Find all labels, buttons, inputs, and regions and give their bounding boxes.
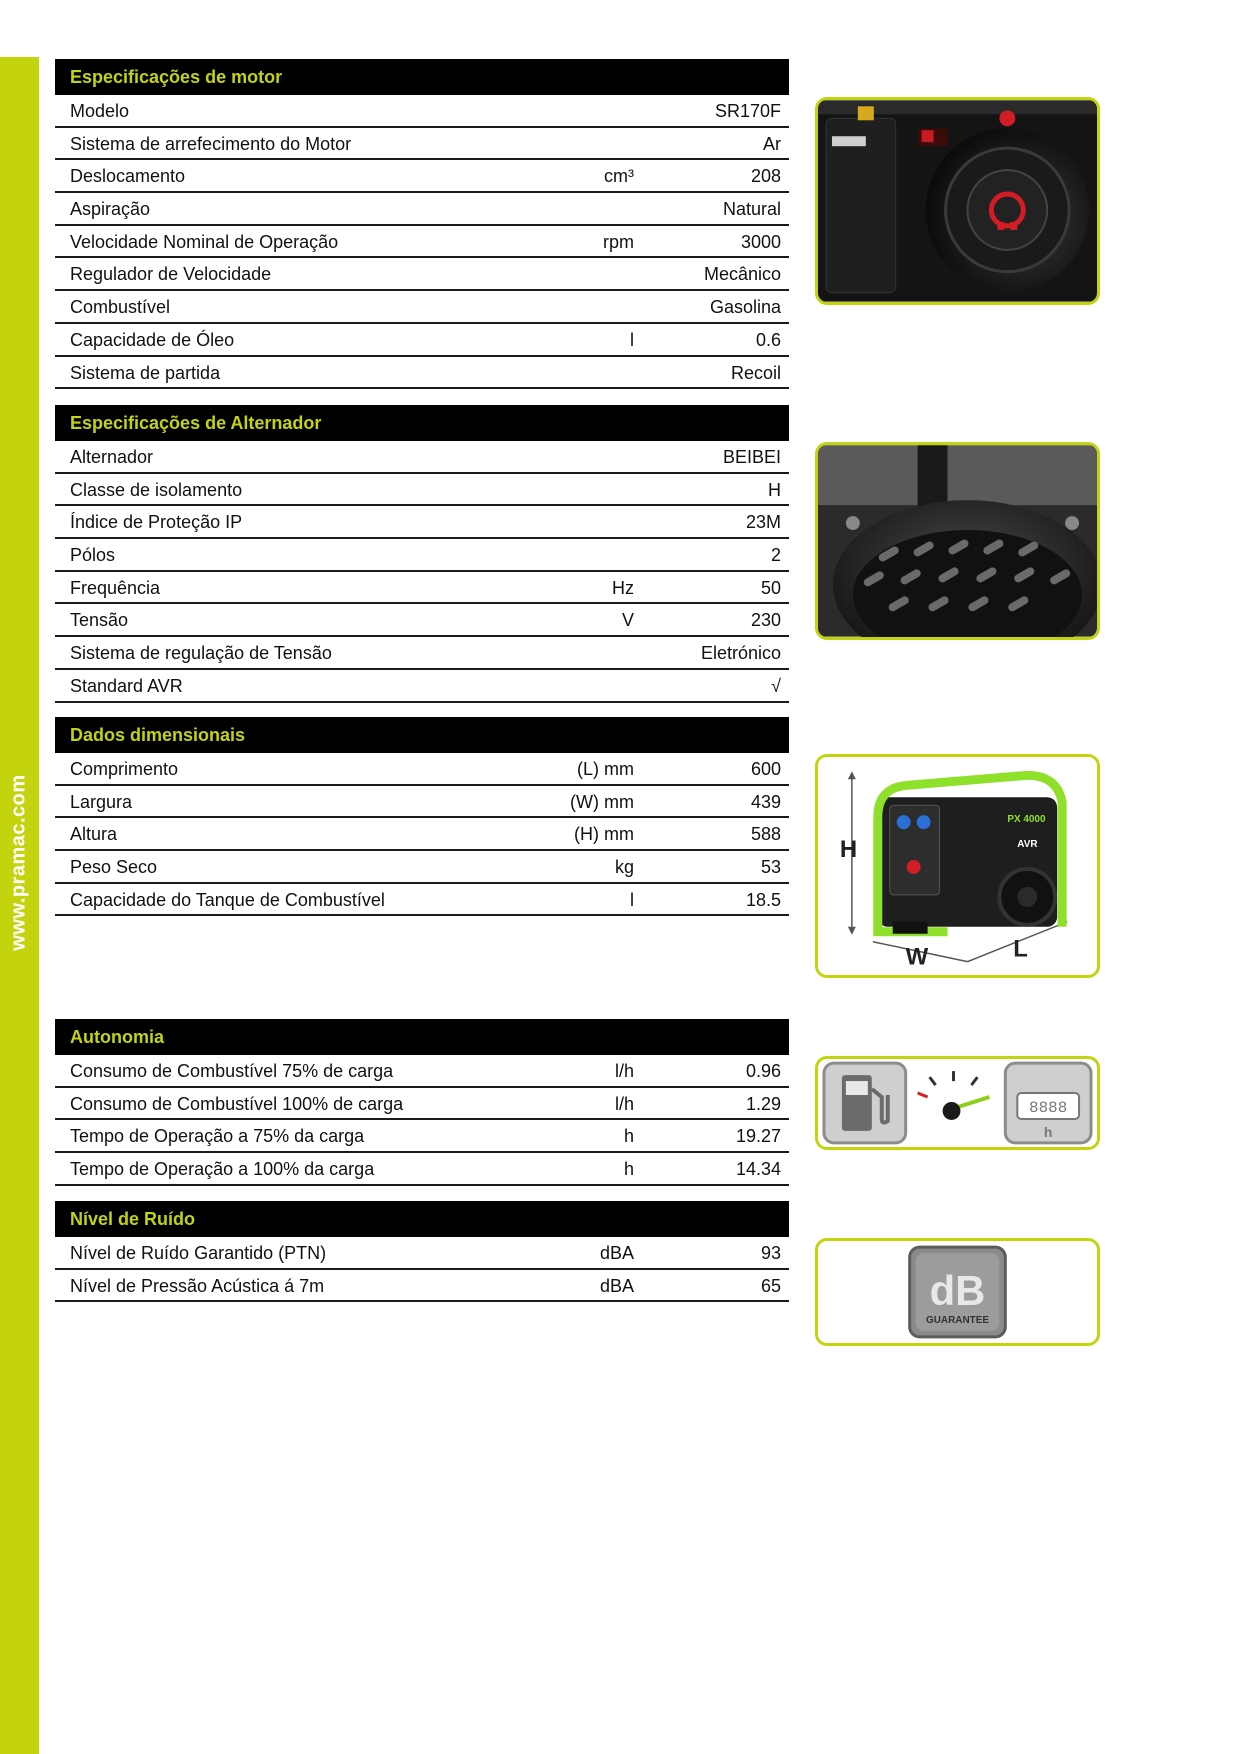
motor-specs-table — [55, 59, 789, 389]
table-row — [55, 604, 789, 637]
row-unit: l/h — [614, 1093, 634, 1114]
row-value: 65 — [760, 1275, 781, 1296]
engine-photo-panel — [815, 97, 1100, 305]
autonomy-icon-panel — [815, 1056, 1100, 1150]
row-value: 208 — [750, 166, 781, 187]
row-value: 14.34 — [735, 1159, 781, 1180]
row-value: 3000 — [740, 231, 781, 252]
row-unit: (L) mm — [577, 759, 634, 779]
row-value: Mecânico — [703, 264, 781, 285]
row-unit: cm³ — [604, 166, 634, 187]
row-value: 439 — [750, 791, 781, 812]
row-label: Capacidade do Tanque de Combustível — [70, 889, 385, 910]
table-row — [55, 324, 789, 357]
row-unit: rpm — [603, 231, 634, 252]
row-value: SR170F — [714, 101, 781, 121]
section-title: Nível de Ruído — [55, 1201, 789, 1237]
row-label: Nível de Ruído Garantido (PTN) — [70, 1243, 327, 1263]
row-value: 2 — [770, 545, 781, 566]
row-value: 588 — [750, 824, 781, 845]
table-row — [55, 506, 789, 539]
table-row — [55, 1088, 789, 1121]
row-label: Aspiração — [70, 199, 151, 220]
website-vertical-text-wrap — [0, 767, 39, 957]
row-value: 18.5 — [745, 889, 781, 910]
noise-table — [55, 1201, 789, 1302]
row-unit: dBA — [599, 1275, 634, 1296]
guarantee-text: GUARANTEE — [925, 1314, 990, 1326]
row-label: Sistema de regulação de Tensão — [70, 643, 332, 664]
row-unit: dBA — [599, 1243, 634, 1263]
table-row — [55, 160, 789, 193]
row-label: Deslocamento — [70, 166, 186, 187]
height-label: H — [839, 836, 858, 864]
row-value: √ — [771, 675, 781, 696]
table-row — [55, 193, 789, 226]
row-label: Modelo — [70, 101, 130, 121]
table-row — [55, 670, 789, 703]
row-value: Natural — [722, 199, 781, 220]
db-text: dB — [929, 1266, 986, 1314]
row-label: Tempo de Operação a 75% da carga — [70, 1126, 365, 1147]
row-value: 0.96 — [745, 1061, 781, 1081]
row-label: Nível de Pressão Acústica á 7m — [70, 1275, 325, 1296]
row-label: Velocidade Nominal de Operação — [70, 231, 339, 252]
rows-container — [55, 753, 789, 916]
table-row — [55, 884, 789, 917]
row-value: 0.6 — [755, 329, 781, 350]
table-row — [55, 474, 789, 507]
row-unit: h — [623, 1126, 634, 1147]
row-value: 230 — [750, 610, 781, 631]
table-row — [55, 1153, 789, 1186]
table-row — [55, 128, 789, 161]
row-value: 23M — [745, 512, 781, 533]
row-label: Regulador de Velocidade — [70, 264, 272, 285]
table-row — [55, 1237, 789, 1270]
row-label: Frequência — [70, 577, 161, 598]
alternator-specs-table — [55, 405, 789, 703]
table-row — [55, 637, 789, 670]
model-badge: PX 4000 — [1007, 814, 1046, 826]
table-row — [55, 753, 789, 786]
width-label: W — [905, 943, 929, 971]
section-title: Especificações de Alternador — [55, 405, 789, 441]
row-label: Pólos — [70, 545, 116, 566]
table-row — [55, 851, 789, 884]
row-label: Sistema de partida — [70, 362, 221, 383]
table-row — [55, 226, 789, 259]
table-row — [55, 1055, 789, 1088]
row-value: 50 — [760, 577, 781, 598]
db-guarantee-icon — [818, 1241, 1097, 1343]
row-unit: kg — [614, 857, 634, 878]
length-label: L — [1013, 935, 1028, 963]
table-row — [55, 539, 789, 572]
table-row — [55, 572, 789, 605]
row-label: Largura — [70, 791, 133, 812]
row-unit: (W) mm — [570, 791, 634, 812]
row-value: Recoil — [730, 362, 781, 383]
table-row — [55, 1120, 789, 1153]
row-unit: l — [630, 329, 634, 350]
dimensions-table — [55, 717, 789, 916]
rows-container — [55, 441, 789, 703]
row-label: Combustível — [70, 297, 171, 318]
row-label: Altura — [70, 824, 118, 845]
row-value: Ar — [763, 133, 781, 154]
rows-container — [55, 1237, 789, 1302]
avr-badge: AVR — [1017, 839, 1038, 851]
row-value: 53 — [760, 857, 781, 878]
alternator-photo — [818, 445, 1097, 637]
rows-container — [55, 1055, 789, 1186]
engine-photo — [818, 100, 1097, 302]
row-unit: l — [630, 889, 634, 910]
table-row — [55, 786, 789, 819]
row-label: Peso Seco — [70, 857, 158, 878]
row-label: Comprimento — [70, 759, 179, 779]
row-label: Índice de Proteção IP — [70, 512, 243, 533]
row-unit: h — [623, 1159, 634, 1180]
table-row — [55, 291, 789, 324]
row-value: BEIBEI — [722, 447, 781, 467]
row-unit: Hz — [612, 577, 634, 598]
table-row — [55, 95, 789, 128]
row-value: 19.27 — [735, 1126, 781, 1147]
row-label: Capacidade de Óleo — [70, 329, 235, 350]
row-label: Tempo de Operação a 100% da carga — [70, 1159, 375, 1180]
noise-icon-panel — [815, 1238, 1100, 1346]
row-unit: V — [621, 610, 634, 631]
row-value: Gasolina — [709, 297, 781, 318]
row-label: Consumo de Combustível 100% de carga — [70, 1093, 404, 1114]
row-value: 1.29 — [745, 1093, 781, 1114]
fuel-gauge-hourmeter-icon — [818, 1059, 1097, 1147]
section-title: Especificações de motor — [55, 59, 789, 95]
row-label: Classe de isolamento — [70, 479, 243, 500]
table-row — [55, 258, 789, 291]
table-row — [55, 441, 789, 474]
row-unit: l/h — [614, 1061, 634, 1081]
table-row — [55, 818, 789, 851]
row-value: Eletrónico — [700, 643, 781, 664]
generator-dimensions-panel — [815, 754, 1100, 978]
row-label: Sistema de arrefecimento do Motor — [70, 133, 352, 154]
autonomy-table — [55, 1019, 789, 1186]
section-title: Dados dimensionais — [55, 717, 789, 753]
row-label: Alternador — [70, 447, 154, 467]
row-value: H — [768, 479, 781, 500]
hourmeter-unit: h — [1043, 1123, 1053, 1140]
row-value: 600 — [750, 759, 781, 779]
row-label: Consumo de Combustível 75% de carga — [70, 1061, 394, 1081]
hourmeter-digits: 8888 — [1029, 1098, 1068, 1117]
rows-container — [55, 95, 789, 389]
section-title: Autonomia — [55, 1019, 789, 1055]
alternator-photo-panel — [815, 442, 1100, 640]
row-unit: (H) mm — [574, 824, 634, 845]
table-row — [55, 357, 789, 390]
row-label: Tensão — [70, 610, 129, 631]
row-value: 93 — [760, 1243, 781, 1263]
table-row — [55, 1270, 789, 1303]
row-label: Standard AVR — [70, 675, 183, 696]
website-url: www.pramac.com — [8, 773, 31, 951]
generator-dimensions-diagram — [818, 757, 1097, 975]
